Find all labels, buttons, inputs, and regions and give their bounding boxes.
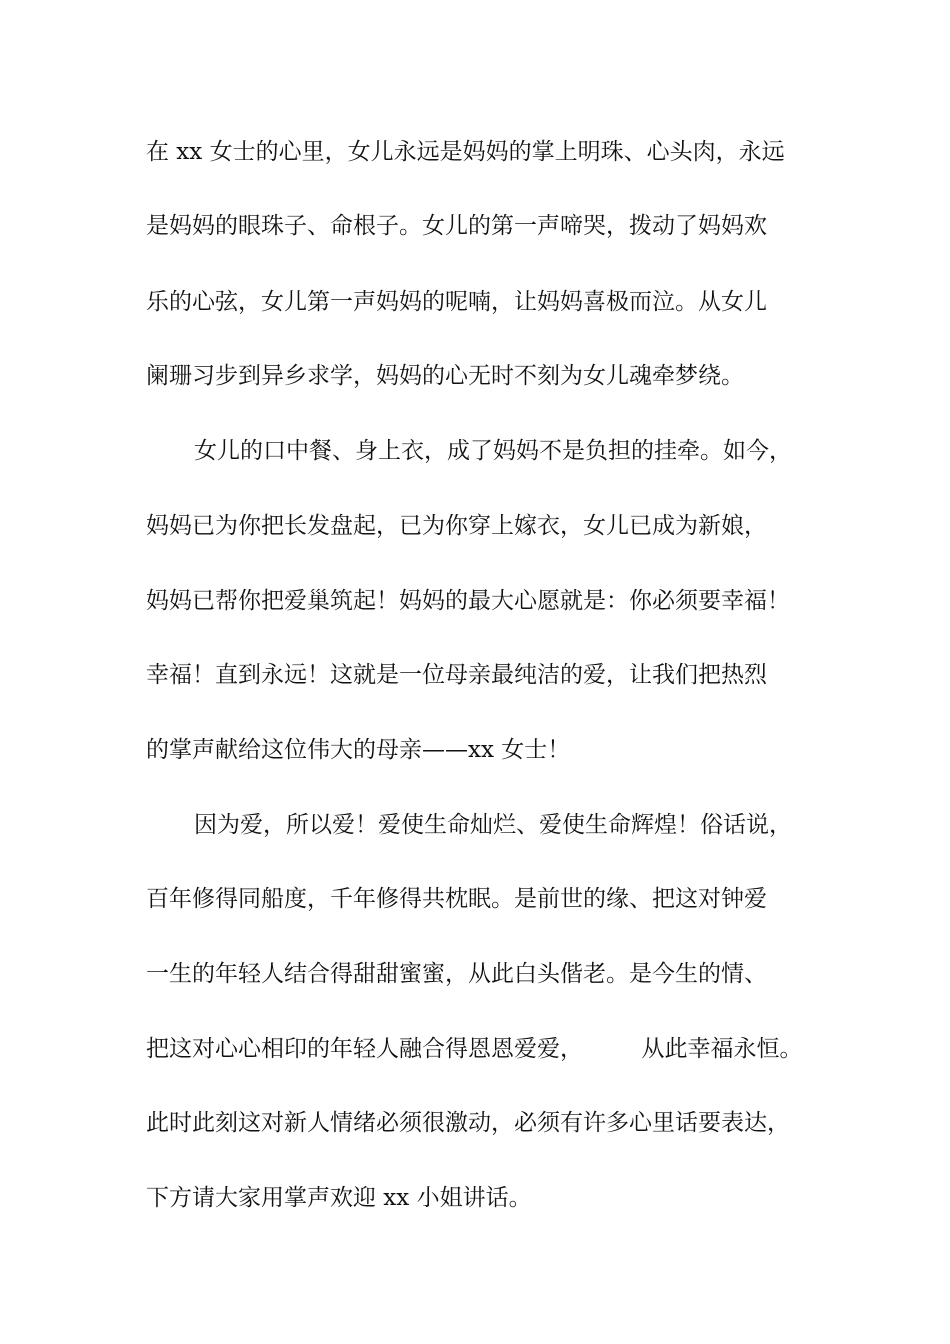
text-line: 下方请大家用掌声欢迎 xx 小姐讲话。 <box>146 1185 532 1211</box>
text-line: 女儿的口中餐、身上衣，成了妈妈不是负担的挂牵。如今， <box>194 438 792 464</box>
text-line: 此时此刻这对新人情绪必须很激动，必须有许多心里话要表达， <box>146 1110 790 1136</box>
text-line: 一生的年轻人结合得甜甜蜜蜜，从此白头偕老。是今生的情、 <box>146 961 767 987</box>
text-line: 把这对心心相印的年轻人融合得恩恩爱爱， 从此幸福永恒。 <box>146 1036 803 1062</box>
text-line: 在 xx 女士的心里，女儿永远是妈妈的掌上明珠、心头肉，永远 <box>146 139 785 165</box>
text-line: 妈妈已为你把长发盘起，已为你穿上嫁衣，女儿已成为新娘， <box>146 513 767 539</box>
text-line: 乐的心弦，女儿第一声妈妈的呢喃，让妈妈喜极而泣。从女儿 <box>146 289 767 315</box>
text-line: 妈妈已帮你把爱巢筑起！妈妈的最大心愿就是：你必须要幸福！ <box>146 588 790 614</box>
text-line: 因为爱，所以爱！爱使生命灿烂、爱使生命辉煌！俗话说， <box>194 812 792 838</box>
text-line: 阑珊习步到异乡求学，妈妈的心无时不刻为女儿魂牵梦绕。 <box>146 363 744 389</box>
text-line: 百年修得同船度，千年修得共枕眠。是前世的缘、把这对钟爱 <box>146 886 767 912</box>
text-line: 是妈妈的眼珠子、命根子。女儿的第一声啼哭，拨动了妈妈欢 <box>146 213 767 239</box>
text-line: 幸福！直到永远！这就是一位母亲最纯洁的爱，让我们把热烈 <box>146 662 767 688</box>
text-line: 的掌声献给这位伟大的母亲——xx 女士！ <box>146 737 571 763</box>
